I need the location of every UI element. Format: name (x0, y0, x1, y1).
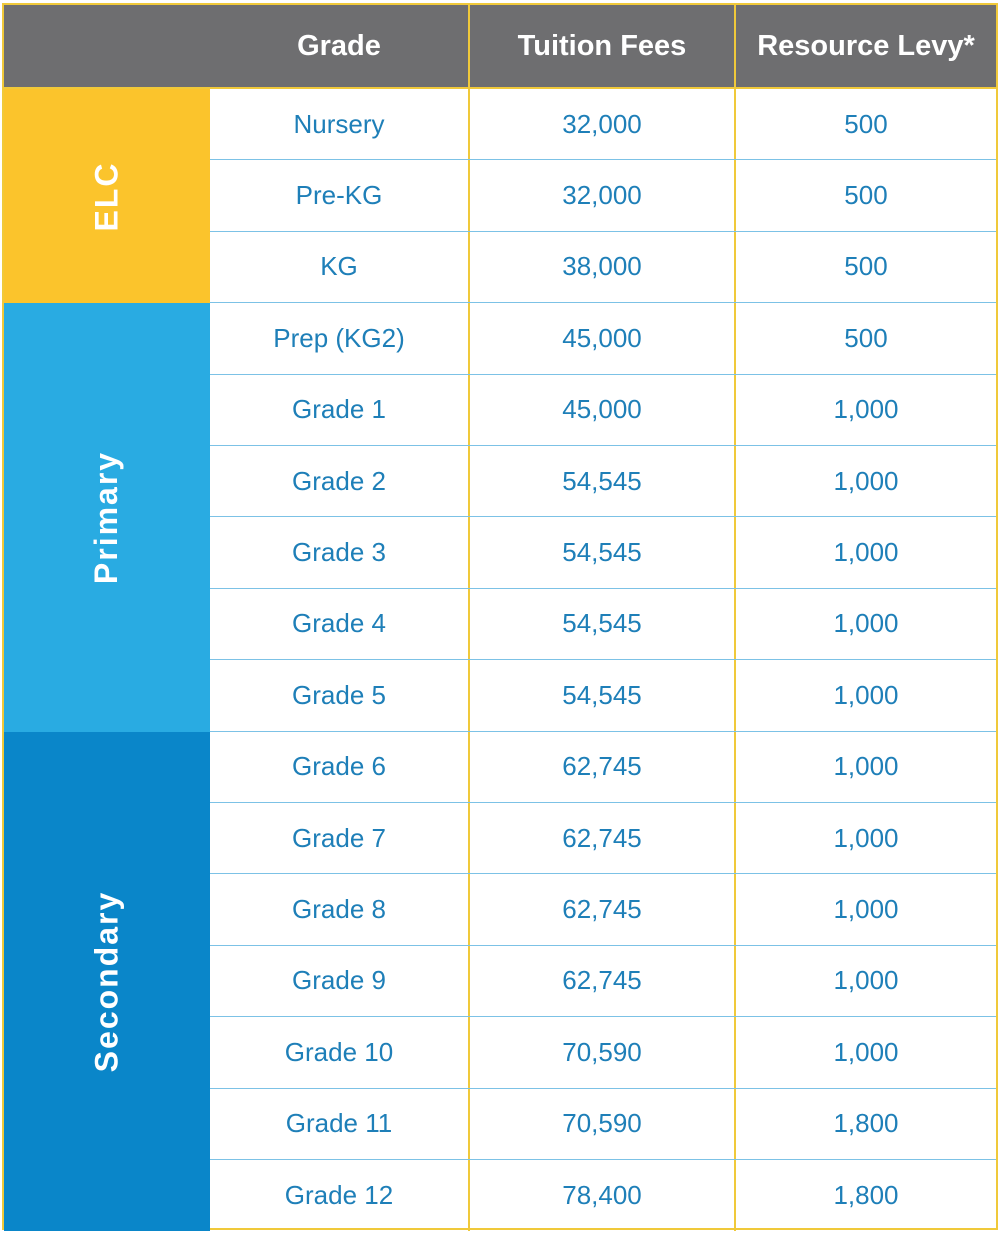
group-elc (4, 89, 210, 303)
table-row (210, 1089, 996, 1160)
fee-table (2, 3, 998, 1230)
grade-cell: Grade 1 (292, 394, 386, 425)
tuition-cell: 32,000 (468, 89, 734, 159)
grade-cell: Grade 4 (292, 608, 386, 639)
table-row (210, 732, 996, 803)
grade-cell: Prep (KG2) (273, 322, 405, 353)
tuition-cell: 32,000 (468, 160, 734, 230)
header-resource-levy: Resource Levy* (734, 5, 996, 87)
tuition-cell: 70,590 (468, 1089, 734, 1159)
group-label: Secondary (88, 890, 125, 1073)
table-row (210, 517, 996, 588)
group-label: ELC (88, 161, 125, 232)
grade-cell: Nursery (293, 108, 385, 139)
levy-cell: 1,000 (734, 660, 996, 730)
tuition-cell: 38,000 (468, 232, 734, 302)
tuition-cell: 45,000 (468, 375, 734, 445)
tuition-cell: 62,745 (468, 803, 734, 873)
table-header (4, 5, 996, 89)
tuition-cell: 54,545 (468, 589, 734, 659)
grade-cell: KG (320, 251, 358, 282)
levy-cell: 500 (734, 89, 996, 159)
grade-cell: Grade 5 (292, 679, 386, 710)
table-row (210, 946, 996, 1017)
grade-cell: Grade 12 (284, 1180, 394, 1211)
grade-cell: Grade 7 (292, 822, 386, 853)
levy-cell: 1,000 (734, 517, 996, 587)
table-row (210, 1160, 996, 1231)
table-row (210, 589, 996, 660)
levy-cell: 1,000 (734, 732, 996, 802)
table-row (210, 1017, 996, 1088)
levy-cell: 1,000 (734, 874, 996, 944)
table-row (210, 160, 996, 231)
table-row (210, 803, 996, 874)
tuition-cell: 45,000 (468, 303, 734, 373)
levy-cell: 1,000 (734, 589, 996, 659)
table-row (210, 375, 996, 446)
tuition-cell: 54,545 (468, 446, 734, 516)
tuition-cell: 54,545 (468, 660, 734, 730)
tuition-cell: 62,745 (468, 946, 734, 1016)
levy-cell: 1,000 (734, 446, 996, 516)
grade-cell: Grade 3 (292, 537, 386, 568)
levy-cell: 1,000 (734, 375, 996, 445)
levy-cell: 1,000 (734, 803, 996, 873)
table-row (210, 232, 996, 303)
group-secondary (4, 732, 210, 1232)
header-tuition-fees: Tuition Fees (468, 5, 734, 87)
table-row (210, 446, 996, 517)
levy-cell: 500 (734, 160, 996, 230)
grade-cell: Grade 10 (284, 1036, 394, 1067)
grade-cell: Grade 6 (292, 751, 386, 782)
table-row (210, 89, 996, 160)
levy-cell: 1,800 (734, 1160, 996, 1231)
tuition-cell: 62,745 (468, 874, 734, 944)
tuition-cell: 54,545 (468, 517, 734, 587)
grade-cell: Grade 8 (292, 894, 386, 925)
table-row (210, 874, 996, 945)
levy-cell: 1,000 (734, 946, 996, 1016)
levy-cell: 1,800 (734, 1089, 996, 1159)
tuition-cell: 62,745 (468, 732, 734, 802)
tuition-cell: 70,590 (468, 1017, 734, 1087)
levy-cell: 1,000 (734, 1017, 996, 1087)
grade-cell: Pre-KG (295, 180, 383, 211)
group-primary (4, 303, 210, 731)
group-label: Primary (88, 450, 125, 584)
tuition-cell: 78,400 (468, 1160, 734, 1231)
grade-cell: Grade 2 (292, 465, 386, 496)
levy-cell: 500 (734, 232, 996, 302)
header-grade: Grade (297, 29, 381, 62)
table-row (210, 303, 996, 374)
grade-cell: Grade 9 (292, 965, 386, 996)
table-row (210, 660, 996, 731)
grade-cell: Grade 11 (285, 1108, 393, 1139)
levy-cell: 500 (734, 303, 996, 373)
